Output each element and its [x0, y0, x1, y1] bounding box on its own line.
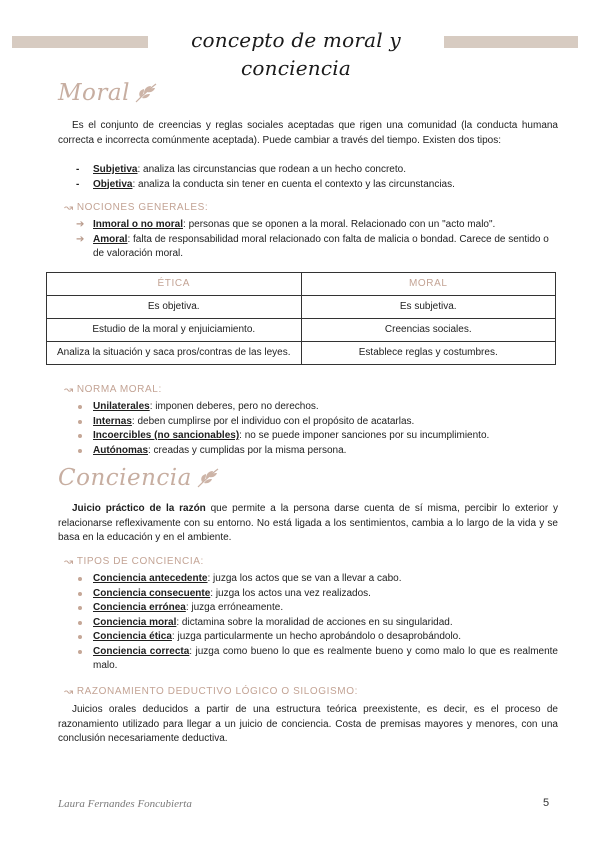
norma-list	[76, 400, 558, 458]
right-arrow-icon: ➔	[76, 233, 85, 245]
norma-heading: ↝ NORMA MORAL:	[64, 384, 162, 396]
table-cell: Creencias sociales.	[301, 319, 556, 342]
moral-types-list	[76, 163, 558, 192]
table-row	[47, 296, 556, 319]
table-header-row	[47, 273, 556, 296]
tipos-heading: ↝ TIPOS DE CONCIENCIA:	[64, 556, 204, 568]
list-item: Internas: deben cumplirse por el individuo con el propósito de acatarlas.	[93, 415, 415, 427]
footer-author: Laura Fernandes Foncubierta	[58, 798, 192, 810]
table-cell: Es subjetiva.	[301, 296, 556, 319]
table-cell: Es objetiva.	[47, 296, 302, 319]
list-item: Unilaterales: imponen deberes, pero no derechos.	[93, 401, 319, 412]
list-item: Conciencia ética: juzga particularmente un hecho aprobándolo o desaprobándolo.	[93, 631, 462, 642]
razonamiento-heading: ↝ RAZONAMIENTO DEDUCTIVO LÓGICO O SILOGISMO:	[64, 686, 358, 698]
list-item: ➔ Amoral: falta de responsabilidad moral relacionado con falta de malicia o bondad. Carece de sentido o de valoración moral.	[76, 233, 549, 259]
list-item: - Objetiva: analiza la conducta sin tener en cuenta el contexto y las circunstancias.	[76, 178, 558, 193]
moral-intro: Es el conjunto de creencias y reglas sociales aceptadas que rigen una comunidad (la conducta humana correcta e incorrecta comúnmente aceptada). Puede cambiar a través del tiempo. Existen dos tipos:	[58, 120, 558, 146]
list-item: Autónomas: creadas y cumplidas por la misma persona.	[93, 444, 347, 456]
arrow-icon: ↝	[64, 686, 74, 698]
list-item: ➔ Inmoral o no moral: personas que se oponen a la moral. Relacionado con un "acto malo".	[76, 218, 558, 233]
list-item: Conciencia consecuente: juzga los actos una vez realizados.	[93, 587, 371, 599]
list-item: Conciencia correcta: juzga como bueno lo que es realmente bueno y como malo lo que es realmente malo.	[93, 645, 558, 671]
table-row	[47, 319, 556, 342]
moral-heading-text: Moral	[58, 79, 130, 106]
leaf-icon	[134, 82, 158, 104]
conciencia-heading-text: Conciencia	[58, 464, 192, 491]
table-cell: Establece reglas y costumbres.	[301, 342, 556, 365]
arrow-icon: ↝	[64, 384, 74, 396]
arrow-icon: ↝	[64, 202, 74, 214]
razonamiento-text: Juicios orales deducidos a partir de una estructura teórica preexistente, es decir, es el proceso de razonamiento utilizado para llegar a un juicio de conciencia. Costa de premisas mayores y menores, con una conclusión necesariamente deductiva.	[58, 704, 558, 744]
page-number: 5	[543, 797, 550, 809]
conciencia-heading	[58, 464, 220, 491]
list-item: Conciencia errónea: juzga erróneamente.	[93, 602, 284, 613]
page-title: concepto de moral y conciencia	[191, 28, 401, 80]
tipos-list	[76, 572, 558, 674]
table-row	[47, 342, 556, 365]
moral-heading	[58, 79, 158, 106]
table-header: MORAL	[301, 273, 556, 296]
header-band-right	[444, 36, 578, 48]
leaf-icon	[196, 467, 220, 489]
list-item: Conciencia antecedente: juzga los actos que se van a llevar a cabo.	[93, 573, 402, 584]
list-item: - Subjetiva: analiza las circunstancias que rodean a un hecho concreto.	[76, 163, 558, 178]
header-band-left	[12, 36, 148, 48]
conciencia-intro: Juicio práctico de la razón que permite a la persona darse cuenta de sí misma, percibir lo exterior y relacionarse reflexivamente con su entorno. No está ligada a los sentimientos, cambia a lo largo de la vida y se basa en la educación y en el ambiente.	[58, 503, 558, 543]
table-cell: Estudio de la moral y enjuiciamiento.	[47, 319, 302, 342]
table-cell: Analiza la situación y saca pros/contras de las leyes.	[47, 342, 302, 365]
arrow-icon: ↝	[64, 556, 74, 568]
right-arrow-icon: ➔	[76, 219, 85, 230]
list-item: Conciencia moral: dictamina sobre la moralidad de acciones en su singularidad.	[93, 616, 453, 628]
etica-moral-table	[46, 272, 556, 365]
list-item: Incoercibles (no sancionables): no se puede imponer sanciones por su incumplimiento.	[93, 430, 490, 441]
nociones-heading: ↝ NOCIONES GENERALES:	[64, 202, 209, 214]
table-header: ÉTICA	[47, 273, 302, 296]
nociones-list	[76, 218, 558, 262]
